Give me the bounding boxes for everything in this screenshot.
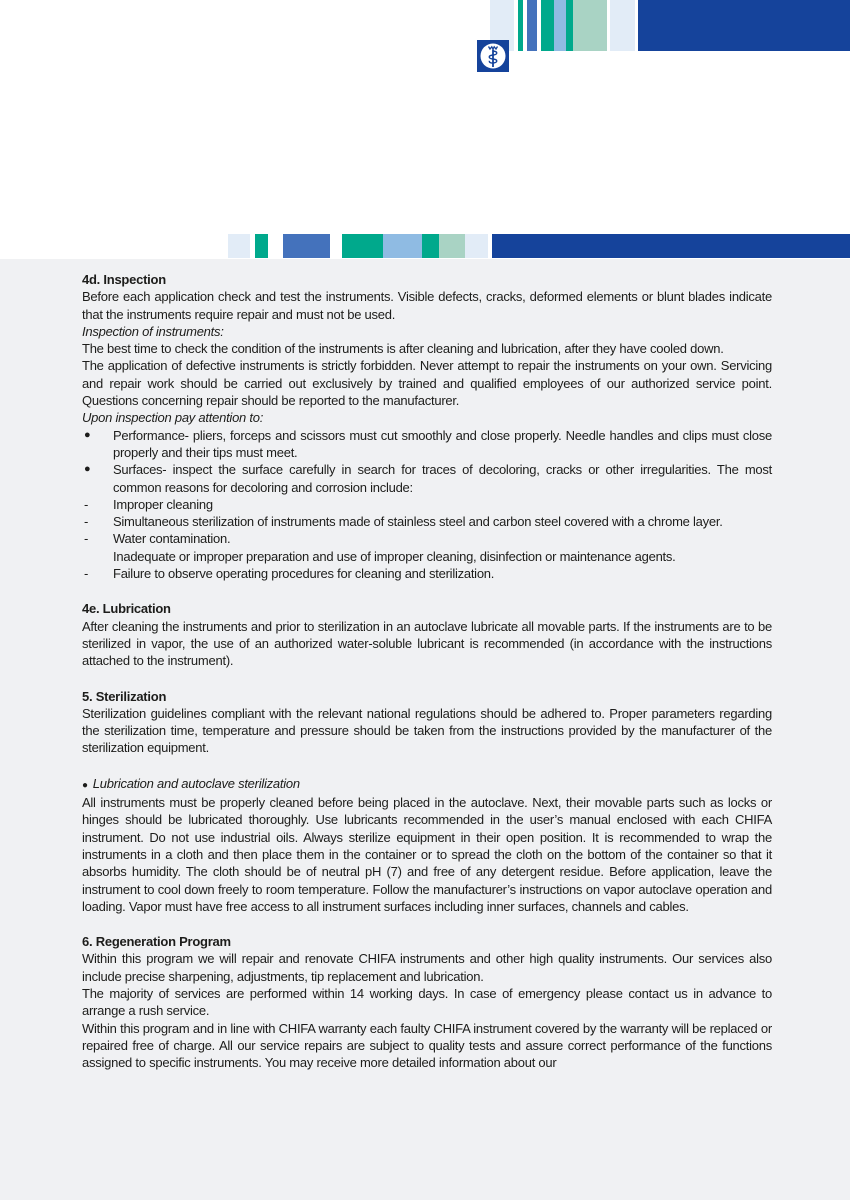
section-heading-6: 6. Regeneration Program: [82, 934, 231, 950]
divider-stripe: [255, 234, 268, 258]
chifa-logo: [477, 40, 509, 72]
list-item: [82, 461, 772, 496]
list-item-text: Water contamination.: [113, 531, 231, 547]
list-item: [82, 548, 772, 565]
divider-stripe: [439, 234, 465, 258]
divider-stripe: [422, 234, 439, 258]
header-stripe: [573, 0, 607, 51]
document-text: [82, 271, 772, 1071]
section-heading-5: 5. Sterilization: [82, 688, 167, 704]
paragraph: Before each application check and test the instruments. Visible defects, cracks, deformed elements or blunt blades indicate that the instruments require repair and must not be used.: [82, 289, 772, 322]
list-item: [82, 427, 772, 462]
dash-icon: -: [84, 531, 89, 547]
bullet-icon: ●: [82, 779, 88, 791]
subheading-lubrication-autoclave: [82, 775, 772, 794]
paragraph: Within this program and in line with CHIFA warranty each faulty CHIFA instrument covered by the warranty will be replaced or repaired free of charge. All our service repairs are subject to quality tests and assure correct performance of the functions assigned to specific instruments. You may receive more detailed information about our: [82, 1020, 772, 1071]
header-stripe: [518, 0, 523, 51]
list-item: [82, 565, 772, 582]
list-item-text: Inadequate or improper preparation and use of improper cleaning, disinfection or maintenance agents.: [113, 548, 676, 564]
bullet-icon: ●: [84, 463, 91, 476]
header-stripe: [566, 0, 573, 51]
medical-staff-icon: [477, 40, 509, 72]
header-stripe: [541, 0, 554, 51]
header-stripe: [554, 0, 566, 51]
list-item: [82, 530, 772, 547]
divider-stripe: [383, 234, 422, 258]
section-heading-4d: 4d. Inspection: [82, 272, 166, 287]
dash-icon: -: [84, 566, 89, 582]
divider-stripe: [228, 234, 250, 258]
section-heading-4e: 4e. Lubrication: [82, 601, 171, 617]
paragraph: All instruments must be properly cleaned before being placed in the autoclave. Next, their movable parts such as locks or hinges should be lubricated thoroughly. Use lubricants recommended in the user’s manual enclosed with each CHIFA instrument. Do not use industrial oils. Always sterilize equipment in their open position. It is recommended to wrap the instruments in a cloth and then place them in the container or to spread the cloth on the bottom of the container so that it absorbs humidity. The cloth should be of neutral pH (7) and free of any detergent residue. Before application, leave the instrument to cool down freely to room temperature. Follow the manufacturer’s instructions on vapor autoclave operation and loading. Vapor must have free access to all instrument surfaces including inner surfaces, channels and cables.: [82, 795, 772, 914]
divider-stripe: [492, 234, 850, 258]
dash-icon: -: [84, 496, 89, 512]
list-item-text: Simultaneous sterilization of instruments made of stainless steel and carbon steel covered with a chrome layer.: [113, 514, 723, 530]
header-stripe: [527, 0, 537, 51]
divider-stripe: [283, 234, 330, 258]
list-item-text: Improper cleaning: [113, 496, 213, 512]
list-item: [82, 496, 772, 513]
list-item-text: Surfaces- inspect the surface carefully in search for traces of decoloring, cracks or other irregularities. The most common reasons for decoloring and corrosion include:: [113, 462, 772, 495]
dash-icon: -: [84, 514, 89, 530]
header-stripe: [610, 0, 635, 51]
inspection-bullet-list: [82, 427, 772, 496]
paragraph: The application of defective instruments is strictly forbidden. Never attempt to repair the instruments on your own. Servicing and repair work should be carried out exclusively by trained and qualified employees of our authorized service point. Questions concerning repair should be reported to the manufacturer.: [82, 358, 772, 409]
divider-stripe: [465, 234, 488, 258]
corrosion-reasons-list: [82, 496, 772, 582]
subheading-upon-inspection: Upon inspection pay attention to:: [82, 410, 264, 426]
list-item: [82, 513, 772, 530]
paragraph: The majority of services are performed within 14 working days. In case of emergency please contact us in advance to arrange a rush service.: [82, 985, 772, 1019]
subheading-inspection-of-instruments: Inspection of instruments:: [82, 323, 224, 339]
paragraph: Within this program we will repair and renovate CHIFA instruments and other high quality instruments. Our services also include precise sharpening, adjustments, tip replacement and lubrication.: [82, 951, 772, 984]
paragraph: Sterilization guidelines compliant with the relevant national regulations should be adhered to. Proper parameters regarding the sterilization time, temperature and pressure should be taken from the instructions provided by the manufacturer of the sterilization equipment.: [82, 705, 772, 756]
divider-stripe: [342, 234, 383, 258]
paragraph: The best time to check the condition of the instruments is after cleaning and lubrication, after they have cooled down.: [82, 341, 724, 357]
bullet-icon: ●: [84, 428, 91, 441]
list-item-text: Failure to observe operating procedures for cleaning and sterilization.: [113, 566, 495, 582]
list-item-text: Performance- pliers, forceps and scissors must cut smoothly and close properly. Needle handles and clips must close properly and their tips must meet.: [113, 427, 772, 460]
subheading-text: Lubrication and autoclave sterilization: [92, 775, 300, 791]
header-stripe: [638, 0, 850, 51]
paragraph: After cleaning the instruments and prior to sterilization in an autoclave lubricate all movable parts. If the instruments are to be sterilized in vapor, the use of an authorized water-soluble lubricant is recommended (in accordance with the instructions attached to the instrument).: [82, 618, 772, 669]
